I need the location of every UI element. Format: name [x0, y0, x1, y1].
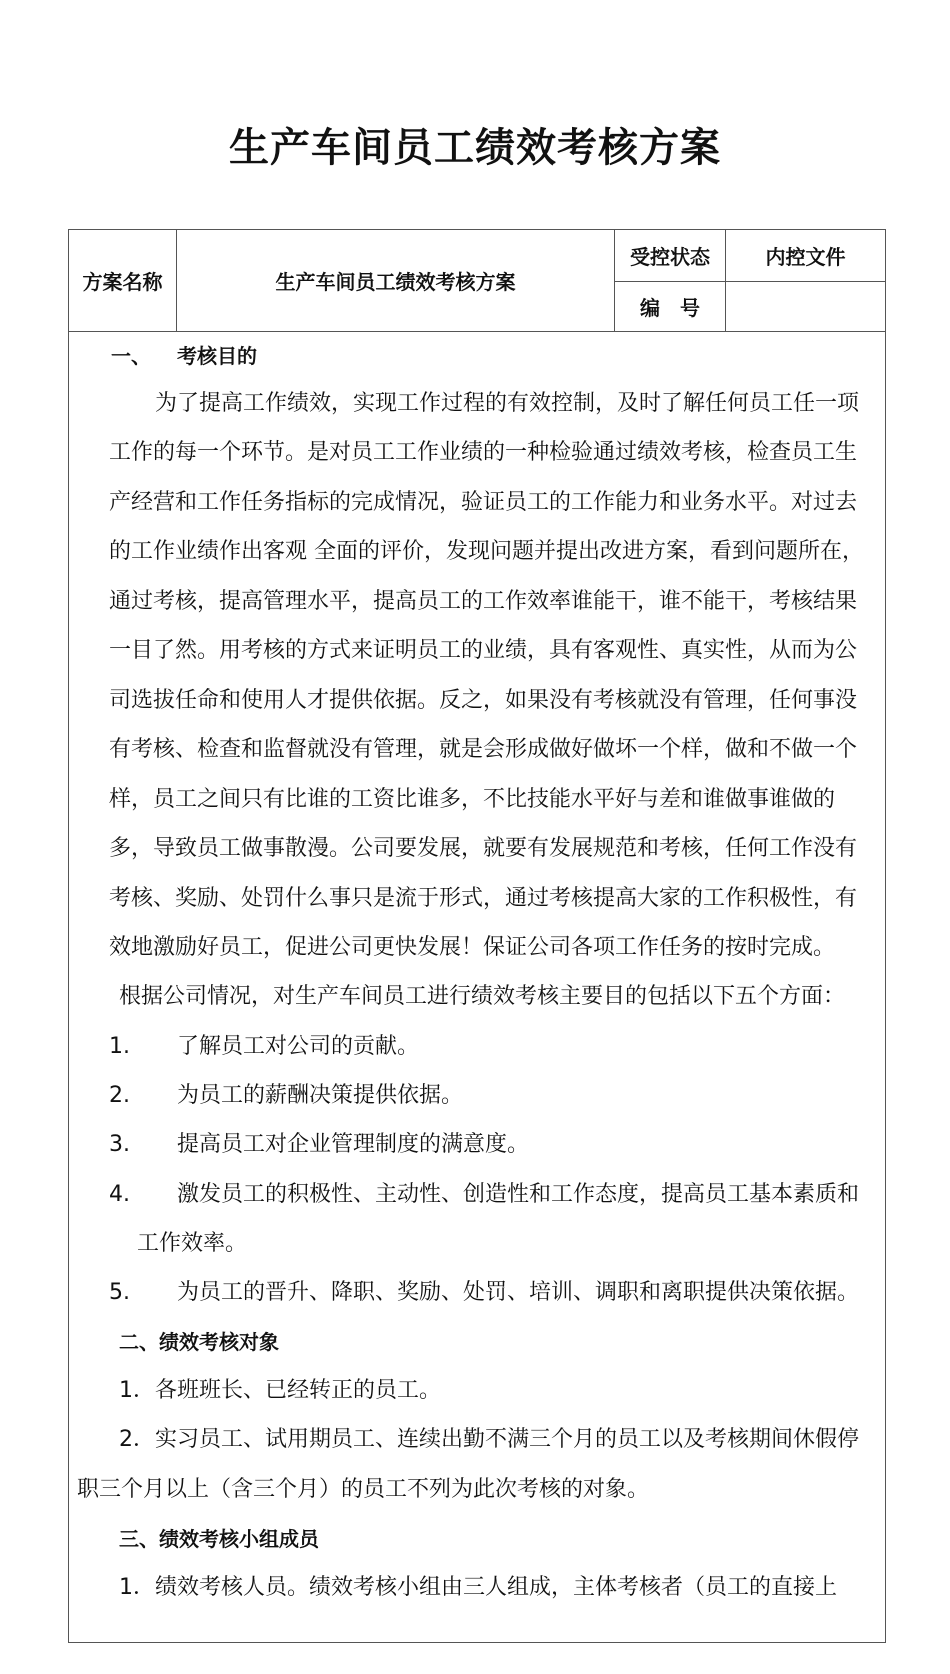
purpose-intro: 根据公司情况，对生产车间员工进行绩效考核主要目的包括以下五个方面： [119, 984, 846, 1009]
list-item-number: 2. [109, 1083, 130, 1108]
paragraph-line: 为了提高工作绩效，实现工作过程的有效控制，及时了解任何员工任一项 [155, 391, 860, 416]
list-item: 激发员工的积极性、主动性、创造性和工作态度，提高员工基本素质和 [177, 1182, 860, 1207]
section2-line: 2．实习员工、试用期员工、连续出勤不满三个月的员工以及考核期间休假停 [119, 1427, 859, 1452]
list-item-number: 1. [109, 1034, 130, 1059]
control-status-value: 内控文件 [765, 245, 846, 269]
paragraph-line: 司选拔任命和使用人才提供依据。反之，如果没有考核就没有管理，任何事没 [109, 688, 858, 713]
paragraph-line: 样，员工之间只有比谁的工资比谁多，不比技能水平好与差和谁做事谁做的 [109, 787, 836, 812]
list-item-number: 4. [109, 1182, 130, 1207]
paragraph-line: 多，导致员工做事散漫。公司要发展，就要有发展规范和考核，任何工作没有 [109, 836, 858, 861]
list-item: 了解员工对公司的贡献。 [177, 1034, 420, 1059]
section1-number: 一、 [111, 344, 151, 368]
list-item-number: 3. [109, 1132, 130, 1157]
paragraph-line: 考核、奖励、处罚什么事只是流于形式，通过考核提高大家的工作积极性，有 [109, 886, 858, 911]
section3-title: 三、绩效考核小组成员 [119, 1527, 319, 1551]
section2-title: 二、绩效考核对象 [119, 1330, 279, 1354]
list-item: 为员工的薪酬决策提供依据。 [177, 1083, 464, 1108]
header-table [69, 230, 885, 332]
paragraph-line: 通过考核，提高管理水平，提高员工的工作效率谁能干，谁不能干，考核结果 [109, 589, 858, 614]
doc-number-value [726, 282, 885, 331]
plan-name-label: 方案名称 [82, 270, 163, 294]
document-frame [68, 229, 886, 1643]
paragraph-line: 效地激励好员工，促进公司更快发展！保证公司各项工作任务的按时完成。 [109, 935, 836, 960]
section2-line: 1．各班班长、已经转正的员工。 [119, 1378, 441, 1403]
section1-title: 考核目的 [177, 344, 257, 368]
paragraph-line: 一目了然。用考核的方式来证明员工的业绩，具有客观性、真实性，从而为公 [109, 638, 858, 663]
list-item: 为员工的晋升、降职、奖励、处罚、培训、调职和离职提供决策依据。 [177, 1280, 860, 1305]
list-item-continuation: 工作效率。 [137, 1231, 248, 1256]
section2-line: 职三个月以上（含三个月）的员工不列为此次考核的对象。 [77, 1477, 650, 1502]
list-item-number: 5. [109, 1280, 130, 1305]
section3-line: 1．绩效考核人员。绩效考核小组由三人组成，主体考核者（员工的直接上 [119, 1575, 837, 1600]
paragraph-line: 有考核、检查和监督就没有管理，就是会形成做好做坏一个样，做和不做一个 [109, 737, 858, 762]
document-title: 生产车间员工绩效考核方案 [229, 125, 721, 171]
plan-name-value: 生产车间员工绩效考核方案 [275, 270, 516, 294]
paragraph-line: 产经营和工作任务指标的完成情况，验证员工的工作能力和业务水平。对过去 [109, 490, 858, 515]
list-item: 提高员工对企业管理制度的满意度。 [177, 1132, 530, 1157]
paragraph-line: 的工作业绩作出客观 全面的评价，发现问题并提出改进方案，看到问题所在， [109, 539, 864, 564]
paragraph-line: 工作的每一个环节。是对员工工作业绩的一种检验通过绩效考核，检查员工生 [109, 440, 858, 465]
control-status-label: 受控状态 [630, 245, 710, 269]
doc-number-label: 编 号 [640, 296, 700, 320]
